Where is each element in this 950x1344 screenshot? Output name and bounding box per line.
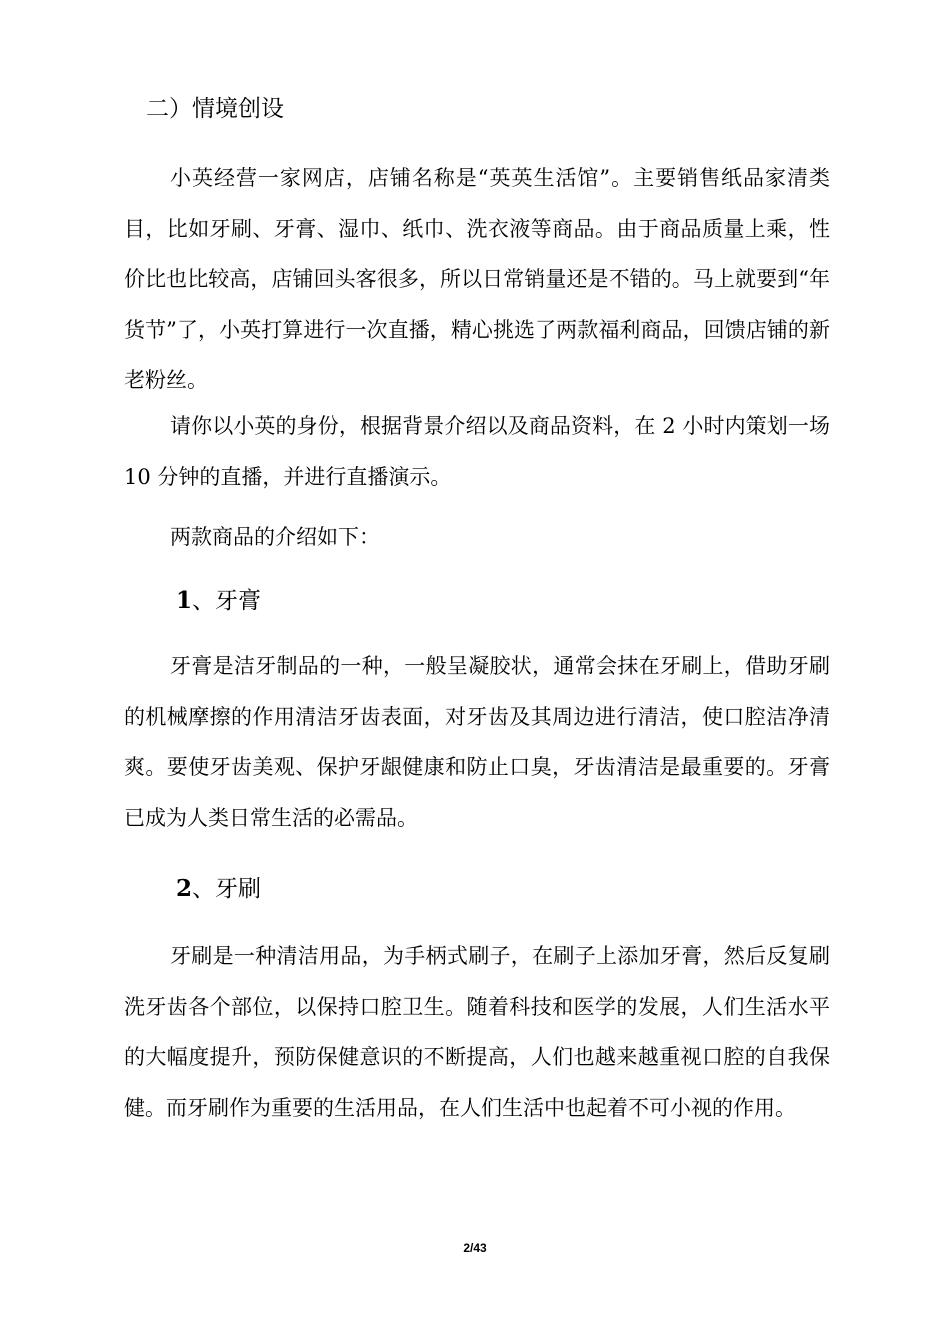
product-name: 牙刷 — [215, 876, 262, 902]
product-number: 1 — [176, 587, 193, 614]
scenario-paragraph-intro: 两款商品的介绍如下： — [170, 525, 380, 549]
product-separator: 、 — [192, 588, 216, 614]
product-number: 2 — [176, 875, 193, 902]
section-heading: 二）情境创设 — [146, 96, 284, 122]
product-description-toothpaste: 牙膏是洁牙制品的一种，一般呈凝胶状，通常会抹在牙刷上，借助牙刷的机械摩擦的作用清洁牙齿表面，对牙齿及其周边进行清洁，使口腔洁净清爽。要使牙齿美观、保护牙龈健康和防止口臭，牙齿清洁是最重要的。牙膏已成为人类日常生活的必需品。 — [124, 654, 830, 830]
scenario-paragraph-background: 小英经营一家网店，店铺名称是“英英生活馆”。主要销售纸品家清类目，比如牙刷、牙膏、湿巾、纸巾、洗衣液等商品。由于商品质量上乘，性价比也比较高，店铺回头客很多，所以日常销量还是不错的。马上就要到“年货节”了，小英打算进行一次直播，精心挑选了两款福利商品，回馈店铺的新老粉丝。 — [124, 166, 830, 392]
product-heading-toothbrush — [176, 872, 261, 906]
scenario-paragraph-task: 请你以小英的身份，根据背景介绍以及商品资料，在 2 小时内策划一场 10 分钟的直播，并进行直播演示。 — [124, 414, 830, 489]
product-separator: 、 — [192, 876, 216, 902]
product-name: 牙膏 — [215, 588, 262, 614]
page-number: 2/43 — [463, 1241, 487, 1255]
product-description-toothbrush: 牙刷是一种清洁用品，为手柄式刷子，在刷子上添加牙膏，然后反复刷洗牙齿各个部位，以保持口腔卫生。随着科技和医学的发展，人们生活水平的大幅度提升，预防保健意识的不断提高，人们也越来越重视口腔的自我保健。而牙刷作为重要的生活用品，在人们生活中也起着不可小视的作用。 — [124, 944, 830, 1120]
product-heading-toothpaste — [176, 584, 261, 618]
